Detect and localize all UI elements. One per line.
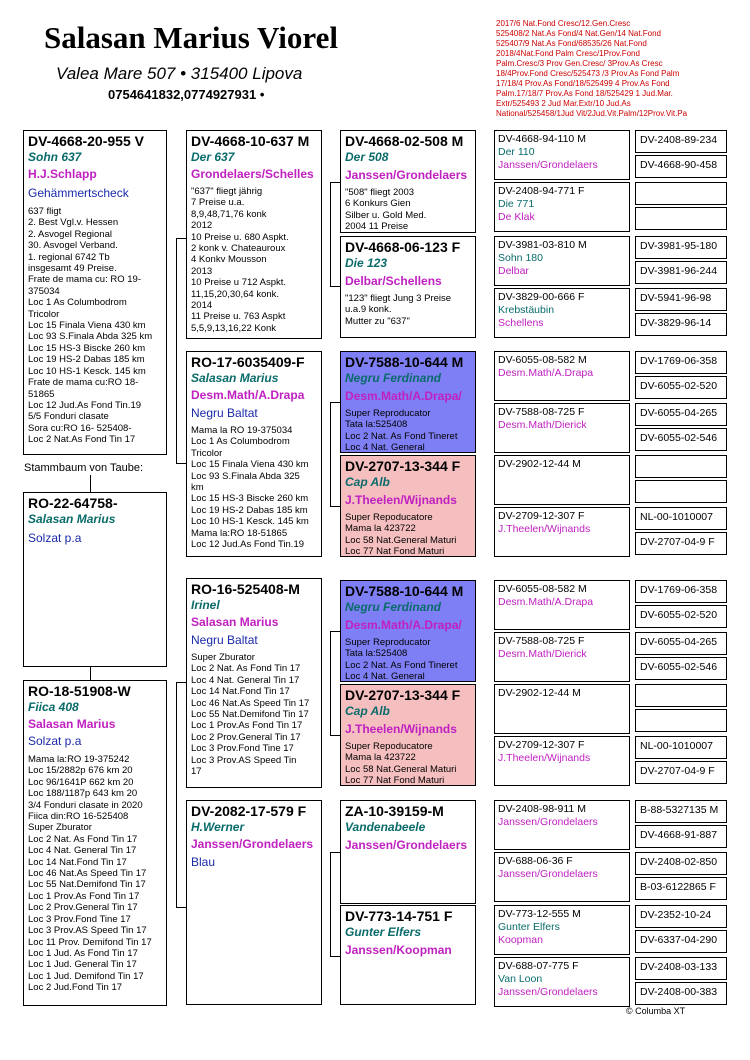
ring-number: DV-2902-12-44 M: [498, 458, 581, 470]
pedigree-box-gen4: [494, 580, 630, 630]
pedigree-box-gen3: [340, 130, 476, 233]
breeder: Janssen/Grondelaers: [498, 986, 598, 998]
ring-number: DV-7588-08-725 F: [498, 635, 585, 647]
breeder: Janssen/Grondelaers: [498, 868, 598, 880]
connector-line: [176, 463, 186, 464]
pedigree-box-gen5: DV-6055-02-520: [635, 605, 727, 628]
info-line: Loc 4 Nat. General Tin 17: [191, 674, 300, 686]
pigeon-name: Sohn 180: [498, 252, 543, 264]
info-line: Loc 1 As Columbodrom: [191, 436, 290, 448]
pigeon-name: Cap Alb: [345, 704, 390, 718]
pedigree-box-gen4: [494, 957, 630, 1007]
pedigree-box-gen5: DV-2408-03-133: [635, 957, 727, 980]
breeder: Desm.Math/A.Drapa: [498, 367, 594, 379]
pedigree-box-gen5: [635, 480, 727, 503]
info-line: Loc 19 HS-2 Dabas 185 km: [28, 354, 145, 366]
info-line: Tricolor: [28, 308, 60, 320]
pedigree-box-gen2: [186, 130, 322, 339]
connector-line: [330, 631, 331, 735]
breeder: Delbar: [498, 265, 529, 277]
achievement-line: 18/4Prov.Fond Cresc/525473 /3 Prov.As Fond Palm: [496, 69, 680, 78]
info-line: 51865: [28, 388, 55, 400]
info-line: Mama la RO 19-375034: [191, 425, 293, 436]
breeder: Janssen/Koopman: [345, 943, 452, 957]
info-line: Loc 55 Nat.Demifond Tin 17: [191, 709, 309, 721]
info-line: Loc 46 Nat.As Speed Tin 17: [191, 697, 310, 709]
achievement-line: 2018/4Nat.Fond Palm Cresc/1Prov.Fond: [496, 49, 640, 58]
ring-number: RO-17-6035409-F: [191, 354, 305, 370]
pedigree-box-gen5: DV-1769-06-358: [635, 351, 727, 374]
info-line: Loc 15 Finala Viena 430 km: [28, 320, 146, 332]
info-line: Loc 58 Nat.General Maturi: [345, 534, 457, 546]
info-line: 10 Preise u. 680 Aspkt.: [191, 231, 289, 243]
breeder: Janssen/Grondelaers: [345, 838, 468, 852]
info-line: Silber u. Gold Med.: [345, 209, 427, 221]
breeder: Janssen/Grondelaers: [191, 837, 314, 851]
info-line: Super Reproducator: [345, 408, 431, 419]
pedigree-box-gen5: DV-1769-06-358: [635, 580, 727, 603]
info-line: Loc 2 Nat. As Fond Tin 17: [191, 663, 301, 675]
breeder: Desm.Math/A.Drapa: [191, 388, 305, 402]
achievement-line: 525408/2 Nat.As Fond/4 Nat.Gen/14 Nat.Fond: [496, 29, 661, 38]
info-line: Loc 3 Prov.Fond Tine 17: [28, 913, 131, 925]
page-title: Salasan Marius Viorel: [44, 20, 338, 55]
breeder: Desm.Math/Dierick: [498, 419, 587, 431]
pedigree-box-gen5: DV-6337-04-290: [635, 930, 727, 953]
ring-number: DV-6055-08-582 M: [498, 354, 587, 366]
info-line: Loc 1 Prov.As Fond Tin 17: [191, 720, 303, 732]
info-line: Loc 12 Jud.As Fond Tin.19: [191, 539, 305, 551]
info-line: u.a.9 konk.: [345, 304, 392, 316]
ring-number: DV-4668-06-123 F: [345, 239, 461, 255]
pigeon-color: Negru Baltat: [191, 633, 258, 647]
info-line: Mama la 423722: [345, 752, 416, 764]
ring-number: DV-3981-03-810 M: [498, 239, 587, 251]
pigeon-name: Negru Ferdinand: [345, 600, 442, 614]
ring-number: DV-4668-94-110 M: [498, 133, 586, 145]
pigeon-name: H.Werner: [191, 820, 245, 834]
ring-number: DV-2082-17-579 F: [191, 803, 307, 819]
connector-line: [330, 182, 331, 286]
achievement-line: Palm.Cresc/3 Prov Gen.Cresc/ 3Prov.As Cresc: [496, 59, 663, 68]
info-line: 11,15,20,30,64 konk.: [191, 288, 280, 300]
info-line: Loc 4 Nat. General: [345, 671, 425, 682]
pigeon-name: Salasan Marius: [191, 371, 279, 385]
pigeon-color: Blau: [191, 855, 216, 869]
pedigree-box-gen2: [186, 578, 322, 788]
info-line: Loc 2 Prov.General Tin 17: [191, 731, 301, 743]
breeder: Janssen/Grondelaers: [498, 159, 598, 171]
pedigree-box-gen3: [340, 351, 476, 453]
connector-line: [330, 631, 340, 632]
breeder: Janssen/Grondelaers: [498, 816, 598, 828]
ring-number: RO-22-64758-: [28, 495, 118, 511]
info-line: Loc 1 As Columbodrom: [28, 297, 127, 309]
pigeon-color: Negru Baltat: [191, 406, 258, 420]
pedigree-box-gen2: [186, 351, 322, 557]
info-line: Tata la:525408: [345, 419, 408, 431]
info-line: 10 Preise u 712 Aspkt.: [191, 277, 287, 289]
ring-number: DV-7588-08-725 F: [498, 406, 585, 418]
info-line: Loc 58 Nat.General Maturi: [345, 763, 457, 775]
ring-number: DV-2707-13-344 F: [345, 458, 461, 474]
pedigree-box-gen3: [340, 236, 476, 338]
breeder: Desm.Math/Dierick: [498, 648, 587, 660]
pedigree-box-gen5: DV-6055-04-265: [635, 632, 727, 655]
info-line: Super Repoducatore: [345, 741, 433, 752]
footer-copyright: © Columba XT: [626, 1006, 686, 1016]
info-line: "508" fliegt 2003: [345, 187, 415, 198]
info-line: Fiica din:RO 16-525408: [28, 811, 129, 823]
pedigree-box-gen4: [494, 905, 630, 955]
breeder: Desm.Math/A.Drapa/: [345, 389, 462, 403]
info-line: 17: [191, 766, 202, 778]
info-line: Loc 3 Prov.Fond Tine 17: [191, 743, 294, 755]
pigeon-name: Fiica 408: [28, 700, 79, 714]
pigeon-name: Salasan Marius: [28, 512, 116, 526]
info-line: Loc 96/1641P 662 km 20: [28, 776, 134, 788]
info-line: Loc 10 HS-1 Kesck. 145 km: [191, 516, 309, 528]
breeder: Janssen/Grondelaers: [345, 168, 468, 182]
breeder: Schellens: [498, 317, 544, 329]
pedigree-box-gen5: DV-2707-04-9 F: [635, 532, 727, 555]
info-line: Sora cu:RO 16- 525408-: [28, 422, 132, 434]
info-line: Loc 2 Nat. As Fond Tineret: [345, 430, 458, 442]
pigeon-info: [345, 187, 471, 233]
info-line: Loc 1 Jud. Demifond Tin 17: [28, 970, 144, 982]
pedigree-box-gen4: [494, 403, 630, 453]
pigeon-name: Der 110: [498, 146, 535, 158]
pigeon-name: Die 123: [345, 256, 388, 270]
pedigree-box-gen4: [494, 736, 630, 786]
info-line: 6 Konkurs Gien: [345, 198, 411, 210]
breeder: J.Theelen/Wijnands: [498, 523, 591, 535]
pedigree-box-gen5: DV-3829-96-14: [635, 313, 727, 336]
breeder: Desm.Math/A.Drapa/: [345, 618, 462, 632]
info-line: Loc 55 Nat.Demifond Tin 17: [28, 879, 146, 891]
connector-line: [90, 667, 91, 680]
pedigree-box-gen4: [494, 351, 630, 401]
breeder: Salasan Marius: [28, 717, 116, 731]
pedigree-box-gen5: [635, 709, 727, 732]
info-line: Loc 10 HS-1 Kesck. 145 km: [28, 365, 146, 377]
info-line: 1. regional 6742 Tb: [28, 251, 110, 263]
phone-numbers: 0754641832,0774927931 •: [108, 87, 265, 102]
info-line: Super Zburator: [28, 822, 92, 834]
pedigree-box-gen3: [340, 455, 476, 557]
pigeon-name: Der 637: [191, 150, 235, 164]
info-line: Loc 4 Nat. General: [345, 442, 425, 453]
info-line: Super Reproducator: [345, 637, 431, 648]
ring-number: RO-16-525408-M: [191, 581, 300, 597]
pedigree-box-gen4: [494, 684, 630, 734]
achievement-line: Extr/525493 2 Jud Mar.Extr/10 Jud.As: [496, 99, 631, 108]
breeder: De Klak: [498, 211, 535, 223]
connector-line: [330, 735, 340, 736]
breeder: J.Theelen/Wijnands: [345, 493, 457, 507]
pedigree-box-gen4: [494, 130, 630, 180]
ring-number: ZA-10-39159-M: [345, 803, 444, 819]
ring-number: RO-18-51908-W: [28, 683, 131, 699]
connector-line: [176, 682, 177, 907]
info-line: Loc 12 Jud.As Fond Tin.19: [28, 399, 142, 411]
pedigree-box-gen5: NL-00-1010007: [635, 736, 727, 759]
connector-line: [330, 182, 340, 183]
pigeon-name: Van Loon: [498, 973, 543, 985]
info-line: Frate de mama cu:RO 18-: [28, 377, 139, 389]
pigeon-name: Der 508: [345, 150, 389, 164]
info-line: Loc 15/2882p 676 km 20: [28, 765, 133, 777]
pigeon-name: Vandenabeele: [345, 820, 426, 834]
info-line: 5,5,9,13,16,22 Konk: [191, 322, 277, 334]
connector-line: [176, 907, 186, 908]
pigeon-name: Irinel: [191, 598, 220, 612]
ring-number: DV-4668-10-637 M: [191, 133, 310, 149]
ring-number: DV-2707-13-344 F: [345, 687, 461, 703]
connector-line: [176, 238, 177, 463]
pigeon-color: Solzat p.a: [28, 734, 82, 748]
pedigree-box-gen3: [340, 580, 476, 682]
info-line: Loc 1 Jud. General Tin 17: [28, 959, 137, 971]
pigeon-info: [191, 186, 317, 334]
pedigree-box-gen5: DV-2707-04-9 F: [635, 761, 727, 784]
breeder: Delbar/Schellens: [345, 274, 442, 288]
info-line: Loc 77 Nat Fond Maturi: [345, 546, 445, 557]
info-line: 2 konk v. Chateauroux: [191, 243, 286, 255]
info-line: 2. Best Vgl.v. Hessen: [28, 217, 119, 229]
info-line: Loc 188/1187p 643 km 20: [28, 788, 138, 800]
pedigree-box-gen3: [340, 800, 476, 904]
breeder: J.Theelen/Wijnands: [345, 722, 457, 736]
achievement-line: Palm.17/18/7 Prov.As Fond 18/525429 1 Jud.Mar.: [496, 89, 673, 98]
pigeon-info: [345, 293, 471, 327]
pedigree-box-gen5: DV-2352-10-24: [635, 905, 727, 928]
pigeon-name: Negru Ferdinand: [345, 371, 442, 385]
pedigree-box-gen5: DV-2408-00-383: [635, 982, 727, 1005]
connector-line: [330, 506, 340, 507]
info-line: Loc 15 HS-3 Biscke 260 km: [28, 342, 146, 354]
info-line: Super Zburator: [191, 652, 255, 663]
ring-number: DV-4668-02-508 M: [345, 133, 464, 149]
pedigree-box-gen4: [494, 182, 630, 232]
pigeon-info: [191, 425, 317, 550]
ring-number: DV-2709-12-307 F: [498, 739, 585, 751]
achievement-line: National/525458/1Jud Vit/2Jud.Vit.Palm/12Prov.Vit.Pa: [496, 109, 688, 118]
info-line: Loc 2 Nat.As Fond Tin 17: [28, 434, 136, 446]
pigeon-info: [191, 652, 317, 777]
connector-line: [176, 682, 186, 683]
info-line: Mama la:RO 18-51865: [191, 527, 288, 539]
breeder: J.Theelen/Wijnands: [498, 752, 591, 764]
info-line: Frate de mama cu: RO 19-: [28, 274, 141, 286]
breeder: Grondelaers/Schelles: [191, 167, 314, 181]
ring-number: DV-7588-10-644 M: [345, 583, 464, 599]
pedigree-box-gen4: [494, 455, 630, 505]
pedigree-box-gen5: [635, 684, 727, 707]
pedigree-box-gen4: [494, 288, 630, 338]
info-line: Super Repoducatore: [345, 512, 433, 523]
ring-number: DV-2902-12-44 M: [498, 687, 581, 699]
ring-number: DV-3829-00-666 F: [498, 291, 585, 303]
pigeon-info: [345, 408, 471, 453]
info-line: Mutter zu "637": [345, 315, 410, 327]
pedigree-box-gen5: B-88-5327135 M: [635, 800, 727, 823]
info-line: 2. Asvogel Regional: [28, 228, 112, 240]
info-line: Loc 93 S.Finala Abda 325 km: [28, 331, 153, 343]
pedigree-box-gen5: [635, 207, 727, 230]
info-line: Loc 1 Prov.As Fond Tin 17: [28, 890, 140, 902]
achievement-line: 17/18/4 Prov.As Fond/18/525499 4 Prov.As Fond: [496, 79, 670, 88]
pedigree-box-gen5: DV-6055-02-546: [635, 428, 727, 451]
pedigree-box-gen5: DV-3981-95-180: [635, 236, 727, 259]
pedigree-box-gen4: [494, 236, 630, 286]
achievement-line: 525407/9 Nat.As Fond/68535/26 Nat.Fond: [496, 39, 647, 48]
info-line: 2014: [191, 300, 213, 312]
pedigree-box-gen4: [494, 507, 630, 557]
info-line: "637" fliegt jährig: [191, 186, 263, 197]
connector-line: [330, 852, 331, 956]
connector-line: [90, 475, 91, 492]
pigeon-info: [28, 206, 162, 446]
pedigree-box-stamm: [23, 130, 167, 455]
info-line: Mama la 423722: [345, 523, 416, 535]
pedigree-box-gen5: B-03-6122865 F: [635, 877, 727, 900]
pigeon-info: [28, 754, 162, 994]
info-line: 4 Konkv Mousson: [191, 254, 267, 266]
ring-number: DV-4668-20-955 V: [28, 133, 144, 149]
info-line: Tata la:525408: [345, 648, 408, 660]
pigeon-color: Solzat p.a: [28, 531, 82, 545]
info-line: Loc 19 HS-2 Dabas 185 km: [191, 504, 308, 516]
achievements-list: [496, 19, 746, 119]
ring-number: DV-688-07-775 F: [498, 960, 579, 972]
pedigree-box-gen3: [340, 905, 476, 1005]
stammbaum-label: Stammbaum von Taube:: [24, 462, 144, 474]
ring-number: DV-2709-12-307 F: [498, 510, 585, 522]
info-line: Loc 15 HS-3 Biscke 260 km: [191, 493, 309, 505]
pedigree-box-gen5: DV-2408-89-234: [635, 130, 727, 153]
breeder: H.J.Schlapp: [28, 167, 97, 181]
pedigree-box-gen5: [635, 455, 727, 478]
pedigree-box-gen4: [494, 632, 630, 682]
pedigree-box-gen2: [186, 800, 322, 1005]
info-line: Mama la:RO 19-375242: [28, 754, 130, 765]
pedigree-box-gen5: [635, 182, 727, 205]
info-line: Loc 3 Prov.AS Speed Tin: [191, 754, 297, 766]
achievement-line: 2017/6 Nat.Fond Cresc/12.Gen.Cresc: [496, 19, 631, 28]
info-line: insgesamt 49 Preise.: [28, 263, 117, 275]
info-line: Loc 3 Prov.AS Speed Tin 17: [28, 925, 147, 937]
pedigree-box-gen5: DV-3981-96-244: [635, 261, 727, 284]
pigeon-color: Gehämmertscheck: [28, 186, 129, 200]
info-line: 2004 11 Preise: [345, 221, 409, 233]
pedigree-box-gen5: DV-6055-02-520: [635, 376, 727, 399]
pigeon-name: Cap Alb: [345, 475, 390, 489]
pedigree-box-gen5: DV-5941-96-98: [635, 288, 727, 311]
info-line: Tricolor: [191, 447, 223, 459]
pedigree-box-gen4: [494, 852, 630, 902]
ring-number: DV-773-12-555 M: [498, 908, 581, 920]
ring-number: DV-2408-94-771 F: [498, 185, 585, 197]
ring-number: DV-6055-08-582 M: [498, 583, 587, 595]
info-line: Loc 4 Nat. General Tin 17: [28, 845, 137, 857]
pigeon-name: Gunter Elfers: [498, 921, 560, 933]
pedigree-box-subject: [23, 680, 167, 1006]
breeder: Salasan Marius: [191, 615, 279, 629]
info-line: Loc 2 Jud.Fond Tin 17: [28, 982, 123, 994]
address: Valea Mare 507 • 315400 Lipova: [56, 64, 303, 83]
pedigree-box-gen4: [494, 800, 630, 850]
pedigree-box-left-mid: [23, 492, 167, 667]
pedigree-box-gen5: DV-6055-04-265: [635, 403, 727, 426]
pedigree-box-gen5: DV-2408-02-850: [635, 852, 727, 875]
info-line: 7 Preise u.a.: [191, 197, 245, 209]
pigeon-info: [345, 637, 471, 682]
info-line: 2012: [191, 220, 213, 232]
ring-number: DV-688-06-36 F: [498, 855, 573, 867]
ring-number: DV-2408-98-911 M: [498, 803, 586, 815]
pigeon-name: Sohn 637: [28, 150, 82, 164]
ring-number: DV-7588-10-644 M: [345, 354, 464, 370]
ring-number: DV-773-14-751 F: [345, 908, 453, 924]
info-line: Loc 11 Prov. Demifond Tin 17: [28, 936, 152, 948]
connector-line: [330, 286, 340, 287]
info-line: Loc 2 Nat. As Fond Tin 17: [28, 833, 138, 845]
connector-line: [330, 852, 340, 853]
info-line: 637 fligt: [28, 206, 62, 217]
breeder: Koopman: [498, 934, 543, 946]
breeder: Desm.Math/A.Drapa: [498, 596, 594, 608]
info-line: Loc 15 Finala Viena 430 km: [191, 459, 309, 471]
info-line: Loc 1 Jud. As Fond Tin 17: [28, 947, 138, 959]
info-line: 3/4 Fonduri clasate in 2020: [28, 799, 143, 811]
pigeon-name: Krebstäubin: [498, 304, 555, 316]
connector-line: [330, 402, 340, 403]
pedigree-box-gen5: DV-6055-02-546: [635, 657, 727, 680]
info-line: Loc 93 S.Finala Abda 325: [191, 470, 300, 482]
info-line: 375034: [28, 285, 60, 297]
pedigree-box-gen3: [340, 684, 476, 786]
info-line: 8,9,48,71,76 konk: [191, 208, 267, 220]
pigeon-info: [345, 741, 471, 786]
pigeon-name: Die 771: [498, 198, 535, 210]
info-line: "123" fliegt Jung 3 Preise: [345, 293, 452, 304]
connector-line: [330, 956, 340, 957]
connector-line: [176, 238, 186, 239]
pedigree-box-gen5: DV-4668-91-887: [635, 825, 727, 848]
info-line: km: [191, 482, 204, 494]
info-line: Loc 77 Nat Fond Maturi: [345, 775, 445, 786]
info-line: Loc 46 Nat.As Speed Tin 17: [28, 868, 147, 880]
info-line: 2013: [191, 265, 213, 277]
pedigree-box-gen5: DV-4668-90-458: [635, 155, 727, 178]
info-line: 11 Preise u. 763 Aspkt: [191, 311, 286, 323]
info-line: Loc 14 Nat.Fond Tin 17: [191, 686, 290, 698]
pigeon-info: [345, 512, 471, 557]
info-line: Loc 2 Prov.General Tin 17: [28, 902, 138, 914]
pedigree-box-gen5: NL-00-1010007: [635, 507, 727, 530]
info-line: Loc 2 Nat. As Fond Tineret: [345, 659, 458, 671]
info-line: Loc 14 Nat.Fond Tin 17: [28, 856, 127, 868]
info-line: 30. Asvogel Verband.: [28, 240, 118, 252]
pigeon-name: Gunter Elfers: [345, 925, 422, 939]
info-line: 5/5 Fonduri clasate: [28, 411, 109, 423]
connector-line: [330, 402, 331, 506]
